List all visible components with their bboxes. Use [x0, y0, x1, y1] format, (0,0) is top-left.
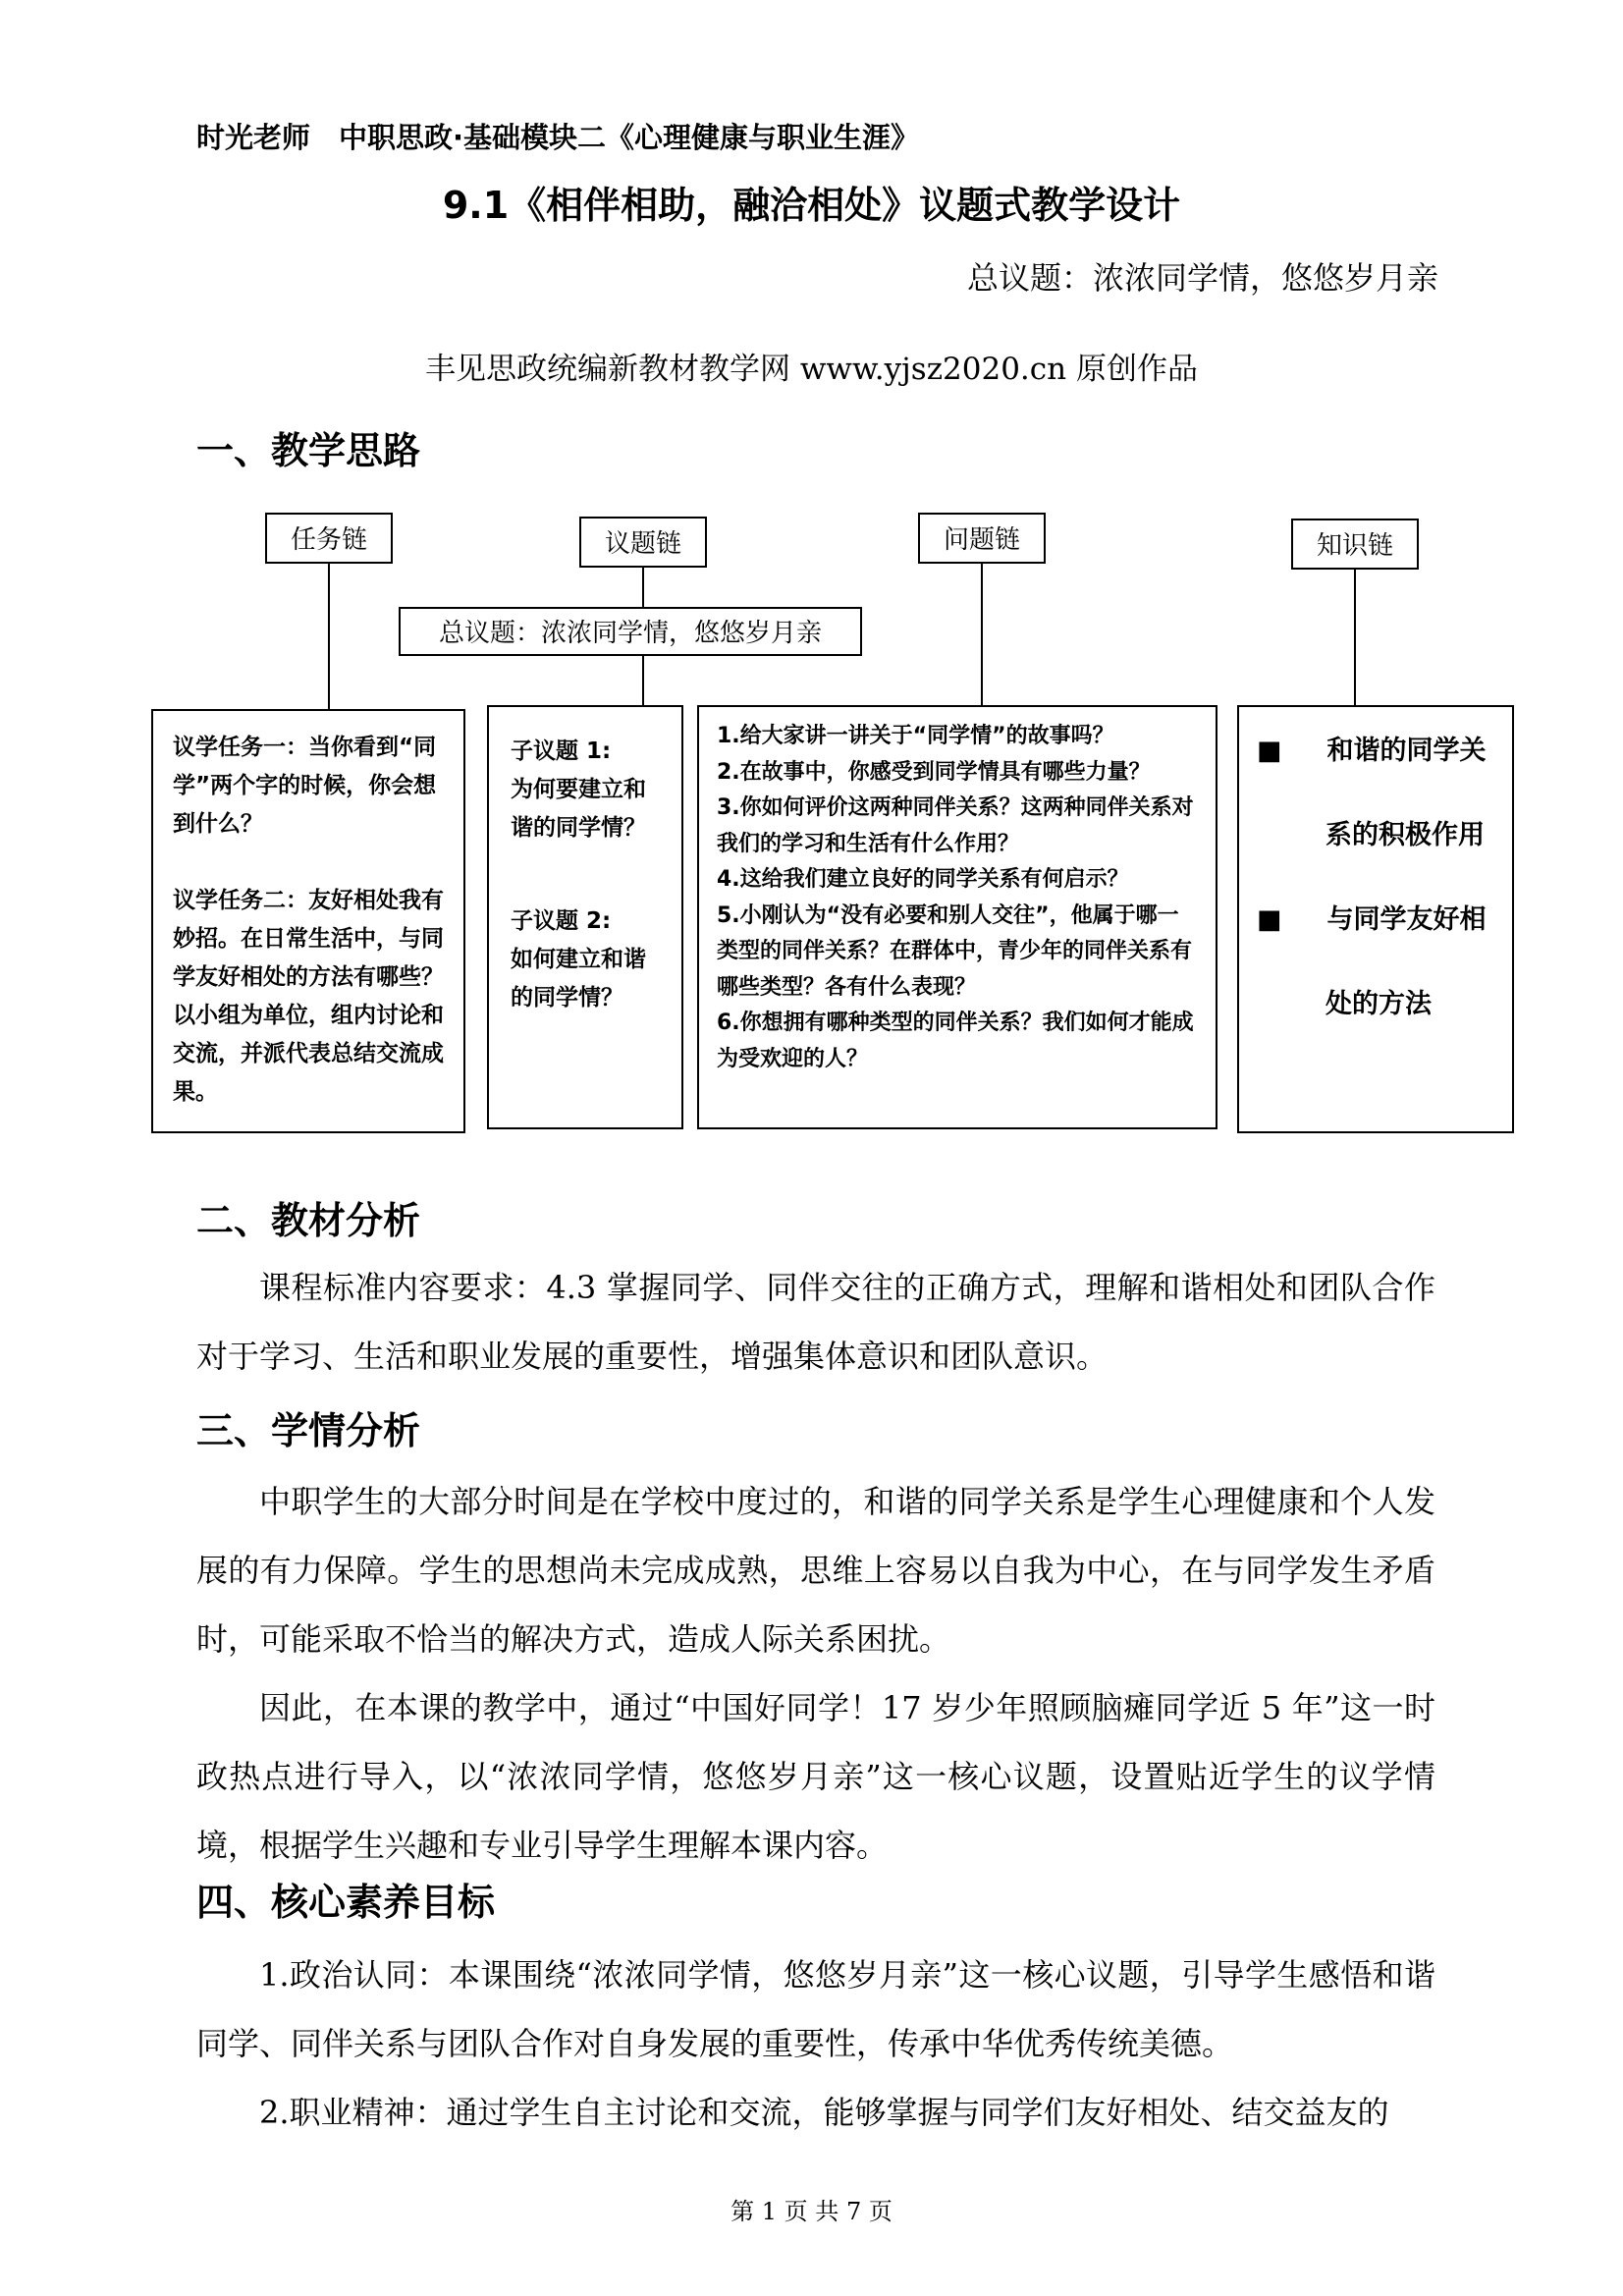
- task-chain-label: 任务链: [265, 513, 393, 564]
- page-header: 时光老师 中职思政·基础模块二《心理健康与职业生涯》: [196, 121, 920, 154]
- general-topic-box: 总议题：浓浓同学情，悠悠岁月亲: [399, 607, 862, 656]
- section-heading-3: 三、学情分析: [196, 1409, 421, 1452]
- topic-connector-top: [642, 568, 644, 607]
- section-heading-1: 一、教学思路: [196, 429, 421, 472]
- source-line: 丰见思政统编新教材教学网 www.yjsz2020.cn 原创作品: [425, 352, 1198, 387]
- section-heading-4: 四、核心素养目标: [196, 1881, 496, 1924]
- question-item: 4.这给我们建立良好的同学关系有何启示？: [717, 867, 1129, 892]
- paragraph: 2.职业精神：通过学生自主讨论和交流，能够掌握与同学们友好相处、结交益友的: [259, 2094, 1389, 2131]
- subtopic-box: [487, 705, 683, 1129]
- question-item: 3.你如何评价这两种同伴关系？这两种同伴关系对我们的学习和生活有什么作用？: [717, 795, 1194, 856]
- knowledge-connector: [1354, 570, 1356, 705]
- question-connector: [981, 564, 983, 705]
- task-box: [151, 709, 465, 1133]
- topic-connector-bottom: [642, 656, 644, 705]
- question-item: 2.在故事中，你感受到同学情具有哪些力量？: [717, 759, 1151, 785]
- document-title: 9.1《相伴相助，融洽相处》议题式教学设计: [442, 184, 1181, 227]
- task-connector: [328, 564, 330, 709]
- question-box: [697, 705, 1217, 1129]
- section-4-body: [196, 1941, 1435, 2147]
- paragraph: 课程标准内容要求：4.3 掌握同学、同伴交往的正确方式，理解和谐相处和团队合作对于学习、生活和职业发展的重要性，增强集体意识和团队意识。: [196, 1269, 1435, 1375]
- task-1: 议学任务一：当你看到“同学”两个字的时候，你会想到什么？: [173, 735, 437, 837]
- page-footer: 第 1 页 共 7 页: [730, 2198, 893, 2225]
- subtopic-2-label: 子议题 2:: [511, 908, 612, 934]
- knowledge-item-1: ■ 和谐的同学关 系的积极作用: [1257, 736, 1487, 850]
- task-2: 议学任务二：友好相处我有妙招。在日常生活中，与同学友好相处的方法有哪些？以小组为单位，组内讨论和交流，并派代表总结交流成果。: [173, 888, 444, 1105]
- subtopic-2-text: 如何建立和谐的同学情？: [511, 947, 646, 1011]
- question-list: [717, 719, 1198, 1077]
- subtopic-1-label: 子议题 1:: [511, 738, 612, 764]
- knowledge-box: [1237, 705, 1514, 1133]
- question-chain-label: 问题链: [918, 513, 1046, 564]
- section-3-body: [196, 1467, 1435, 1880]
- knowledge-chain-label: 知识链: [1291, 519, 1419, 570]
- general-topic: 总议题：浓浓同学情，悠悠岁月亲: [966, 259, 1438, 297]
- paragraph: 因此，在本课的教学中，通过“中国好同学！17 岁少年照顾脑瘫同学近 5 年”这一时政热点进行导入，以“浓浓同学情，悠悠岁月亲”这一核心议题，设置贴近学生的议学情境，根据学生兴趣和专业引导学生理解本课内容。: [196, 1689, 1435, 1864]
- knowledge-item-2: ■ 与同学友好相 处的方法: [1257, 904, 1487, 1019]
- topic-chain-label: 议题链: [579, 517, 707, 568]
- section-2-body: [196, 1253, 1435, 1391]
- paragraph: 中职学生的大部分时间是在学校中度过的，和谐的同学关系是学生心理健康和个人发展的有力保障。学生的思想尚未完成成熟，思维上容易以自我为中心，在与同学发生矛盾时，可能采取不恰当的解决方式，造成人际关系困扰。: [196, 1483, 1435, 1658]
- bullet-icon: ■: [1257, 736, 1282, 766]
- paragraph: 1.政治认同：本课围绕“浓浓同学情，悠悠岁月亲”这一核心议题，引导学生感悟和谐同学、同伴关系与团队合作对自身发展的重要性，传承中华优秀传统美德。: [196, 1956, 1435, 2062]
- question-item: 1.给大家讲一讲关于“同学情”的故事吗？: [717, 724, 1114, 748]
- subtopic-1-text: 为何要建立和谐的同学情？: [511, 777, 646, 841]
- question-item: 6.你想拥有哪种类型的同伴关系？我们如何才能成为受欢迎的人？: [717, 1011, 1194, 1071]
- bullet-icon: ■: [1257, 904, 1282, 935]
- question-item: 5.小刚认为“没有必要和别人交往”，他属于哪一类型的同伴关系？在群体中，青少年的同伴关系有哪些类型？各有什么表现？: [717, 902, 1193, 1000]
- section-heading-2: 二、教材分析: [196, 1199, 421, 1242]
